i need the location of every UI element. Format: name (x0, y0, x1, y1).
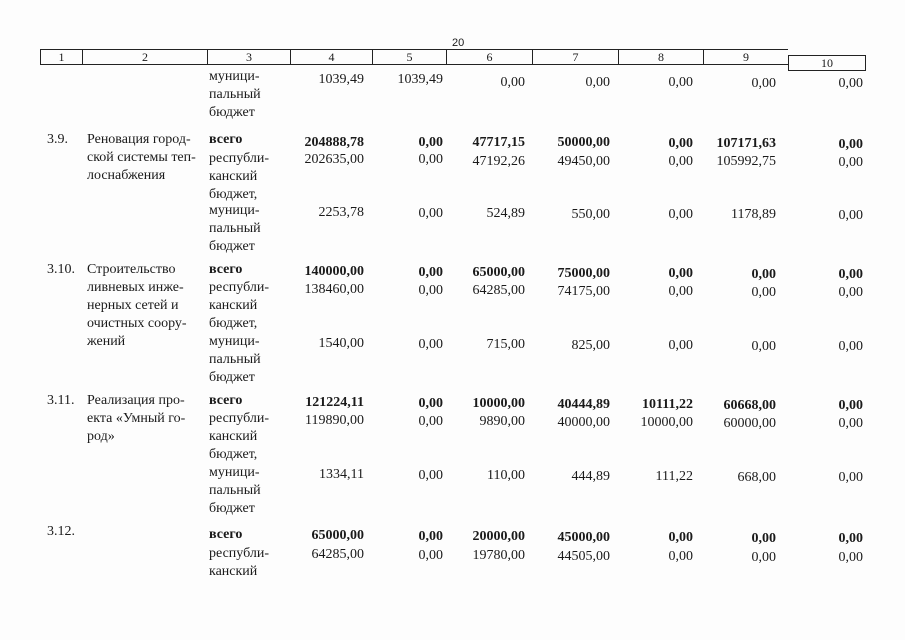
total-label: всего (209, 132, 243, 147)
total-value-col5: 0,00 (418, 135, 443, 150)
continuation-source-line-2: пальный (209, 87, 261, 102)
republic-label-line-1: республи- (209, 151, 269, 166)
municipal-value-col4: 2253,78 (318, 205, 364, 220)
total-value-col8: 0,00 (668, 136, 693, 151)
republic-value-col10: 0,00 (838, 550, 863, 565)
municipal-label-line-1: муници- (209, 334, 260, 349)
total-value-col5: 0,00 (418, 396, 443, 411)
total-value-col10: 0,00 (838, 267, 863, 282)
republic-value-col6: 47192,26 (472, 154, 525, 169)
continuation-source-line-3: бюджет (209, 105, 255, 120)
total-value-col5: 0,00 (418, 265, 443, 280)
municipal-label-line-2: пальный (209, 221, 261, 236)
row-name-line-4: очистных соору- (87, 316, 187, 331)
republic-value-col10: 0,00 (838, 155, 863, 170)
municipal-label-line-3: бюджет (209, 239, 255, 254)
republic-value-col9: 60000,00 (723, 416, 776, 431)
republic-value-col6: 19780,00 (472, 548, 525, 563)
total-value-col10: 0,00 (838, 398, 863, 413)
republic-label-line-3: бюджет, (209, 316, 258, 331)
column-header-3: 3 (207, 49, 290, 65)
row-name-line-1: Строительство (87, 262, 176, 277)
total-value-col7: 40444,89 (557, 397, 610, 412)
column-header-5: 5 (372, 49, 446, 65)
municipal-value-col7: 550,00 (571, 207, 610, 222)
row-name-line-3: лоснабжения (87, 168, 166, 183)
continuation-value-col4: 1039,49 (318, 72, 364, 87)
municipal-label-line-3: бюджет (209, 370, 255, 385)
total-value-col6: 47717,15 (472, 135, 525, 150)
republic-value-col8: 0,00 (668, 154, 693, 169)
total-value-col4: 204888,78 (304, 135, 364, 150)
row-number: 3.9. (47, 132, 68, 147)
total-label: всего (209, 393, 243, 408)
republic-value-col9: 0,00 (751, 285, 776, 300)
total-value-col9: 0,00 (751, 531, 776, 546)
republic-value-col5: 0,00 (418, 548, 443, 563)
municipal-value-col5: 0,00 (418, 206, 443, 221)
republic-value-col7: 49450,00 (557, 154, 610, 169)
total-value-col4: 140000,00 (304, 264, 364, 279)
continuation-value-col7: 0,00 (585, 75, 610, 90)
republic-value-col4: 64285,00 (311, 547, 364, 562)
row-name-line-5: жений (87, 334, 126, 349)
row-name-line-1: Реализация про- (87, 393, 185, 408)
column-header-10: 10 (788, 55, 866, 71)
row-name-line-2: екта «Умный го- (87, 411, 186, 426)
republic-label-line-2: канский (209, 169, 258, 184)
row-number: 3.10. (47, 262, 75, 277)
municipal-value-col10: 0,00 (838, 208, 863, 223)
column-header-4: 4 (290, 49, 372, 65)
republic-label-line-2: канский (209, 429, 258, 444)
republic-label-line-2: канский (209, 564, 258, 579)
republic-value-col4: 202635,00 (304, 152, 364, 167)
municipal-label-line-2: пальный (209, 483, 261, 498)
republic-value-col4: 138460,00 (304, 282, 364, 297)
municipal-label-line-2: пальный (209, 352, 261, 367)
republic-value-col6: 9890,00 (479, 414, 525, 429)
total-value-col8: 0,00 (668, 530, 693, 545)
municipal-value-col10: 0,00 (838, 339, 863, 354)
municipal-value-col4: 1334,11 (319, 467, 364, 482)
municipal-value-col9: 668,00 (737, 470, 776, 485)
republic-value-col7: 44505,00 (557, 549, 610, 564)
republic-value-col5: 0,00 (418, 283, 443, 298)
total-value-col7: 75000,00 (557, 266, 610, 281)
municipal-value-col8: 0,00 (668, 338, 693, 353)
total-value-col6: 20000,00 (472, 529, 525, 544)
total-value-col8: 0,00 (668, 266, 693, 281)
municipal-value-col5: 0,00 (418, 337, 443, 352)
republic-value-col8: 0,00 (668, 549, 693, 564)
total-label: всего (209, 527, 243, 542)
total-value-col9: 107171,63 (716, 136, 776, 151)
row-number: 3.11. (47, 393, 75, 408)
total-label: всего (209, 262, 243, 277)
municipal-label-line-1: муници- (209, 203, 260, 218)
municipal-label-line-3: бюджет (209, 501, 255, 516)
republic-label-line-1: республи- (209, 280, 269, 295)
total-value-col9: 0,00 (751, 267, 776, 282)
column-header-9: 9 (703, 49, 788, 65)
total-value-col4: 65000,00 (311, 528, 364, 543)
total-value-col9: 60668,00 (723, 398, 776, 413)
column-header-1: 1 (40, 49, 82, 65)
municipal-value-col6: 110,00 (487, 468, 525, 483)
total-value-col6: 65000,00 (472, 265, 525, 280)
row-number: 3.12. (47, 524, 75, 539)
continuation-value-col10: 0,00 (838, 76, 863, 91)
republic-label-line-3: бюджет, (209, 187, 258, 202)
row-name-line-3: род» (87, 429, 115, 444)
republic-value-col6: 64285,00 (472, 283, 525, 298)
municipal-value-col7: 825,00 (571, 338, 610, 353)
continuation-source-line-1: муници- (209, 69, 260, 84)
column-header-2: 2 (82, 49, 207, 65)
total-value-col10: 0,00 (838, 137, 863, 152)
continuation-value-col5: 1039,49 (397, 72, 443, 87)
republic-value-col7: 74175,00 (557, 284, 610, 299)
total-value-col6: 10000,00 (472, 396, 525, 411)
row-name-line-1: Реновация город- (87, 132, 191, 147)
total-value-col4: 121224,11 (305, 395, 364, 410)
republic-value-col8: 10000,00 (640, 415, 693, 430)
column-header-8: 8 (618, 49, 703, 65)
municipal-label-line-1: муници- (209, 465, 260, 480)
column-header-6: 6 (446, 49, 532, 65)
republic-value-col5: 0,00 (418, 152, 443, 167)
total-value-col5: 0,00 (418, 529, 443, 544)
continuation-value-col6: 0,00 (500, 75, 525, 90)
page-number: 20 (452, 37, 465, 49)
total-value-col10: 0,00 (838, 531, 863, 546)
republic-label-line-1: республи- (209, 411, 269, 426)
republic-value-col5: 0,00 (418, 414, 443, 429)
municipal-value-col8: 111,22 (655, 469, 693, 484)
total-value-col7: 50000,00 (557, 135, 610, 150)
row-name-line-2: ливневых инже- (87, 280, 184, 295)
republic-value-col10: 0,00 (838, 285, 863, 300)
continuation-value-col8: 0,00 (668, 75, 693, 90)
column-header-7: 7 (532, 49, 618, 65)
municipal-value-col9: 0,00 (751, 339, 776, 354)
republic-label-line-2: канский (209, 298, 258, 313)
republic-label-line-1: республи- (209, 546, 269, 561)
republic-value-col8: 0,00 (668, 284, 693, 299)
row-name-line-3: нерных сетей и (87, 298, 179, 313)
republic-value-col7: 40000,00 (557, 415, 610, 430)
row-name-line-2: ской системы теп- (87, 150, 196, 165)
continuation-value-col9: 0,00 (751, 76, 776, 91)
municipal-value-col6: 715,00 (486, 337, 525, 352)
municipal-value-col7: 444,89 (571, 469, 610, 484)
municipal-value-col10: 0,00 (838, 470, 863, 485)
republic-value-col10: 0,00 (838, 416, 863, 431)
municipal-value-col8: 0,00 (668, 207, 693, 222)
total-value-col8: 10111,22 (642, 397, 693, 412)
municipal-value-col6: 524,89 (486, 206, 525, 221)
municipal-value-col9: 1178,89 (731, 207, 776, 222)
total-value-col7: 45000,00 (557, 530, 610, 545)
republic-value-col9: 105992,75 (716, 154, 776, 169)
republic-value-col9: 0,00 (751, 550, 776, 565)
republic-value-col4: 119890,00 (305, 413, 364, 428)
municipal-value-col5: 0,00 (418, 468, 443, 483)
republic-label-line-3: бюджет, (209, 447, 258, 462)
municipal-value-col4: 1540,00 (318, 336, 364, 351)
